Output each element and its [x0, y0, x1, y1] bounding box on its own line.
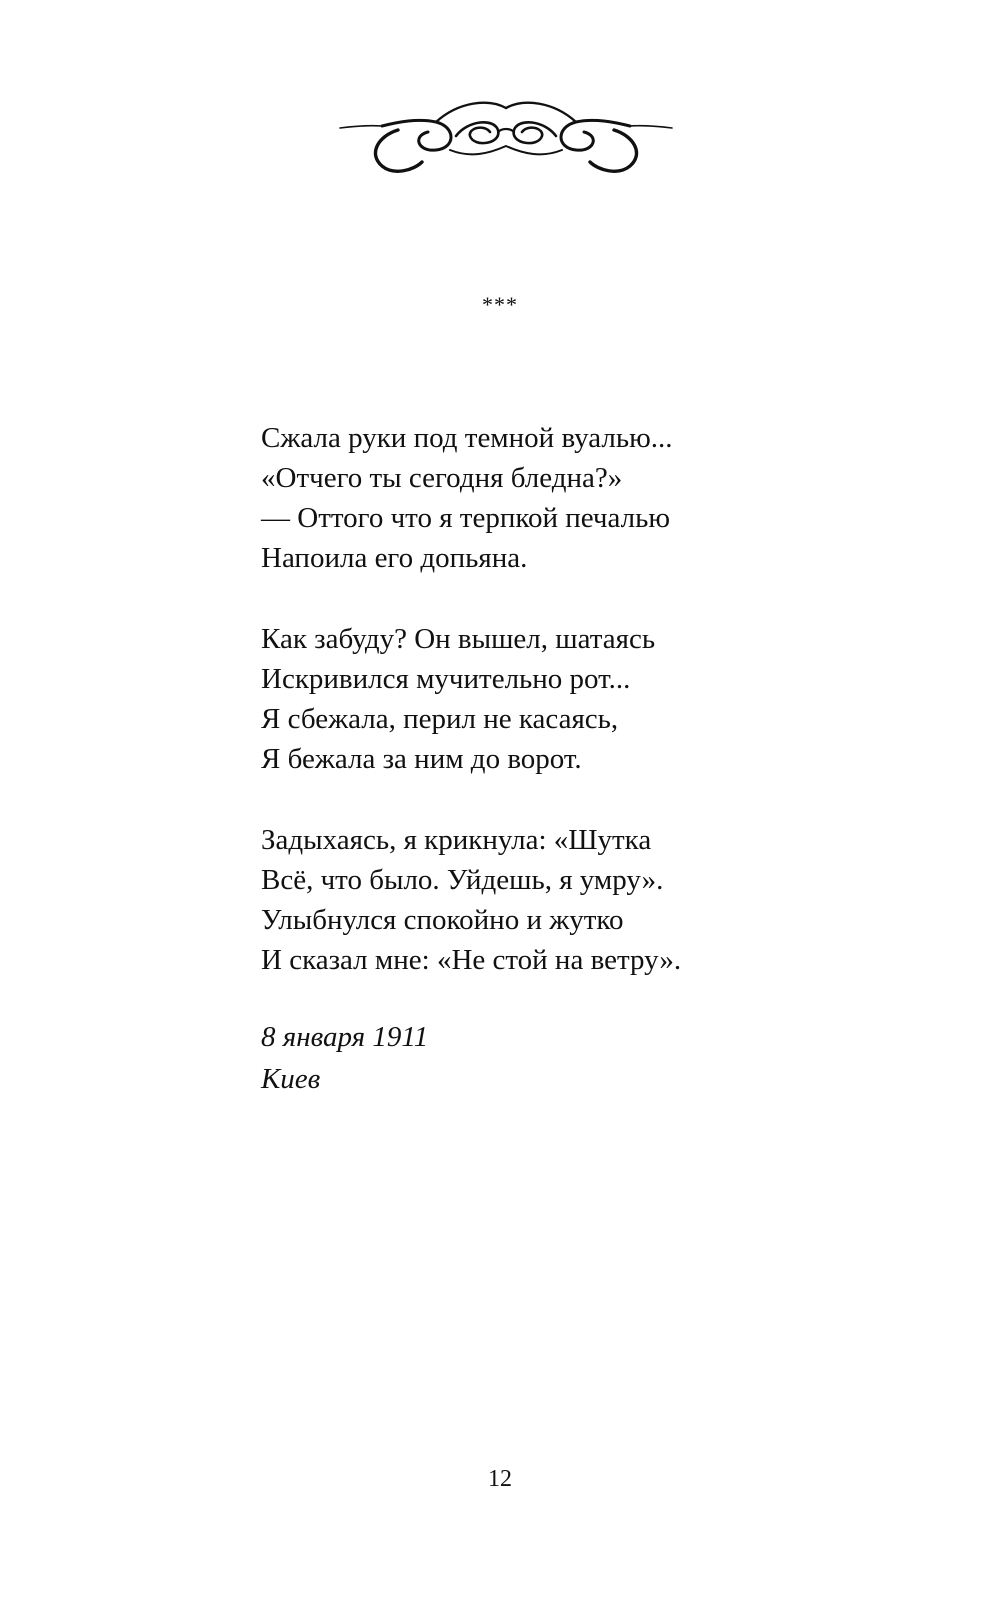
poem-line: Напоила его допьяна.: [261, 542, 528, 574]
poem-line: Сжала руки под темной вуалью...: [261, 422, 673, 454]
poem-line: Задыхаясь, я крикнула: «Шутка: [261, 824, 652, 856]
poem-line: Я сбежала, перил не касаясь,: [261, 703, 619, 735]
stanza-2: [261, 619, 961, 779]
poem-date: 8 января 1911: [261, 1021, 429, 1053]
section-separator: ***: [482, 292, 518, 317]
poem-line: Как забуду? Он вышел, шатаясь: [261, 623, 656, 655]
flourish-ornament-icon: [338, 92, 674, 184]
poem-dateline: [261, 1016, 428, 1100]
page-number: 12: [488, 1466, 512, 1492]
poem-line: Улыбнулся спокойно и жутко: [261, 904, 624, 936]
stanza-3: [261, 820, 961, 980]
poem-line: Искривился мучительно рот...: [261, 663, 631, 695]
poem-line: «Отчего ты сегодня бледна?»: [261, 462, 623, 494]
poem-line: Всё, что было. Уйдешь, я умру».: [261, 864, 664, 896]
stanza-1: [261, 418, 961, 578]
poem-line: — Оттого что я терпкой печалью: [261, 502, 670, 534]
poem-line: Я бежала за ним до ворот.: [261, 743, 582, 775]
poem-line: И сказал мне: «Не стой на ветру».: [261, 944, 682, 976]
poem-body: [261, 418, 961, 1021]
poem-place: Киев: [261, 1063, 321, 1095]
